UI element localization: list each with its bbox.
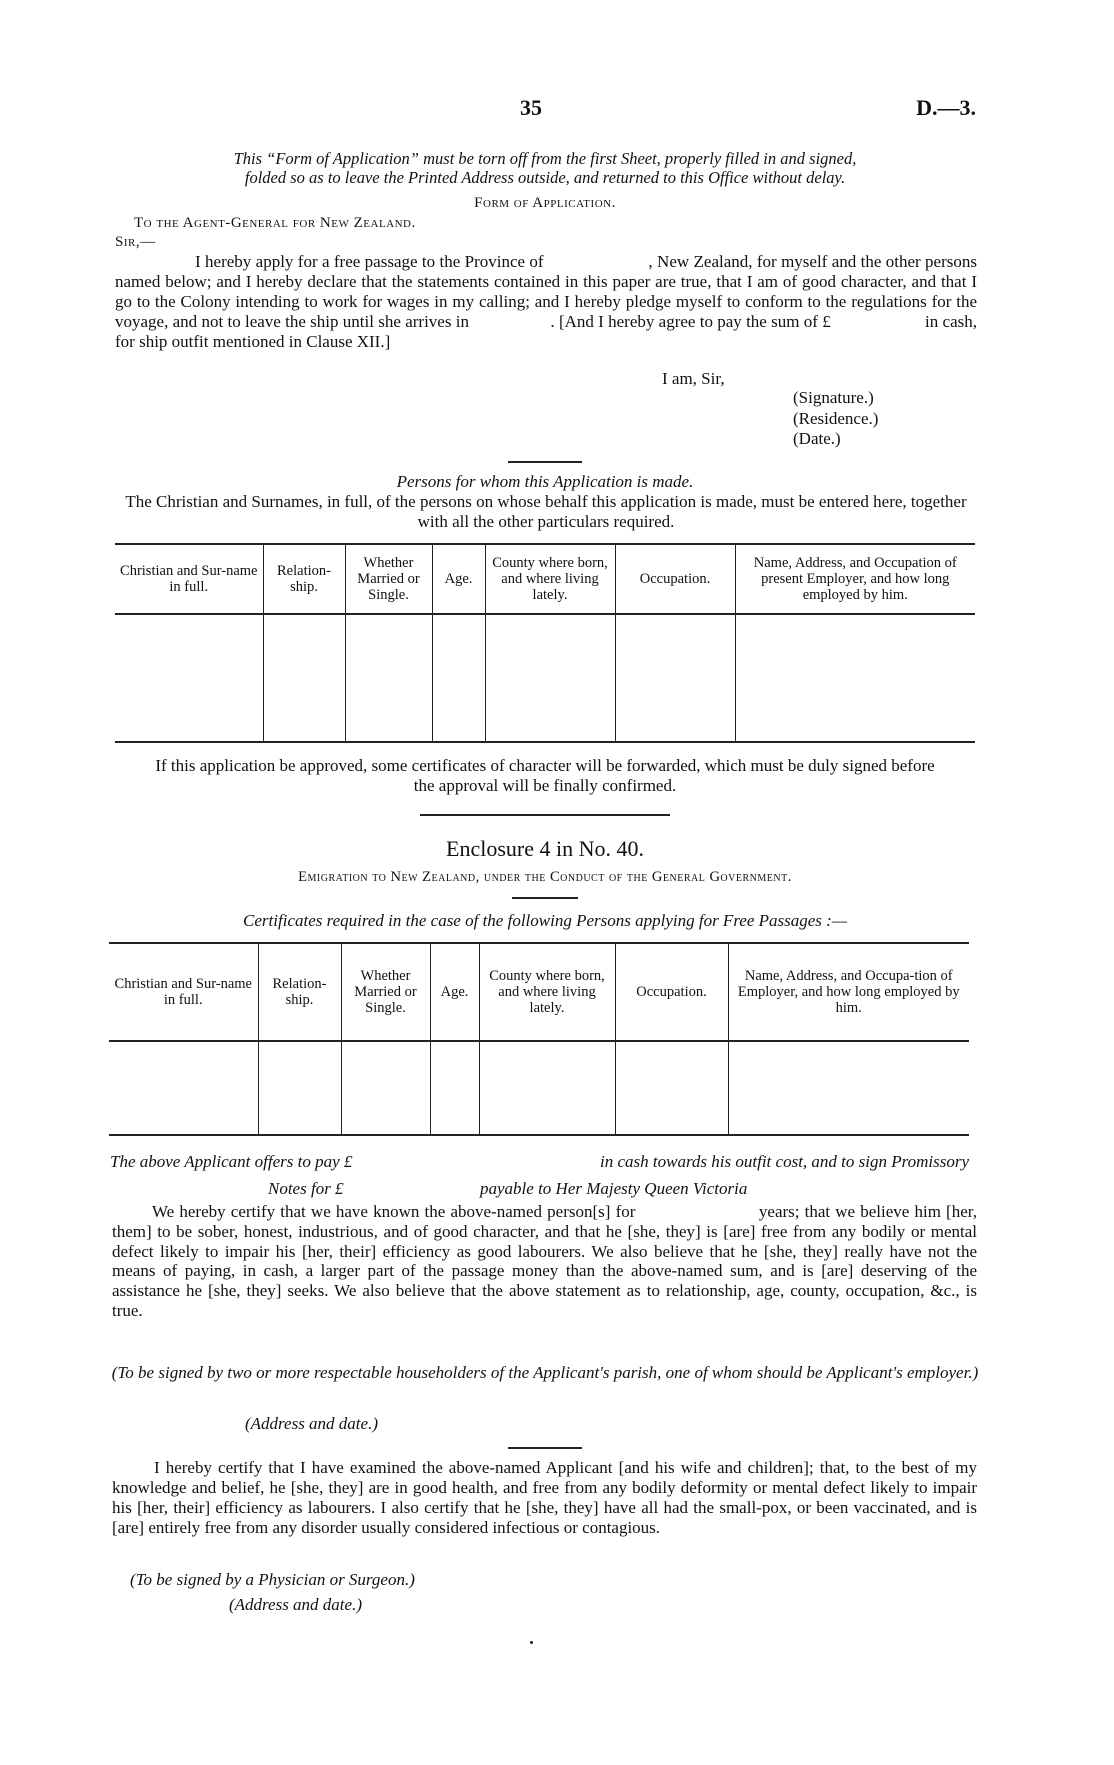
form-addressee: To the Agent-General for New Zealand.	[134, 215, 416, 231]
col-header-name: Christian and Sur-name in full.	[115, 544, 263, 614]
approval-note: If this application be approved, some certificates of character will be forwarded, which must be duly signed before the approval will be finally confirmed.	[155, 756, 935, 795]
signature-label: (Signature.)	[793, 388, 874, 407]
enclosure-title: Enclosure 4 in No. 40.	[446, 836, 644, 861]
cell-occupation[interactable]	[615, 1041, 728, 1135]
col-header-occupation: Occupation.	[615, 544, 735, 614]
printer-dot	[530, 1641, 533, 1644]
cell-name[interactable]	[109, 1041, 258, 1135]
col-header-relationship: Relation-ship.	[258, 943, 341, 1041]
physician-address-date: (Address and date.)	[229, 1595, 362, 1614]
cell-employer[interactable]	[728, 1041, 969, 1135]
cell-county[interactable]	[479, 1041, 615, 1135]
col-header-name: Christian and Sur-name in full.	[109, 943, 258, 1041]
cell-name[interactable]	[115, 614, 263, 742]
closing: I am, Sir,	[662, 369, 725, 388]
residence-label: (Residence.)	[793, 409, 879, 428]
notice-line-2: folded so as to leave the Printed Address outside, and returned to this Office without delay.	[244, 168, 846, 187]
householders-address-date: (Address and date.)	[245, 1414, 378, 1433]
persons-heading: Persons for whom this Application is made.	[396, 472, 694, 491]
householders-certificate: We hereby certify that we have known the above-named person[s] for years; that we believe him [her, them] to be sober, honest, industrious, and of good character, and that he [she, they] is [are] free from any bodily or mental defect likely to impair his [her, their] efficiency as good labourers. We also believe that he [she, they] really have not the means of paying, in cash, a larger part of the passage money than the above-named sum, and is [are] deserving of the assistance he [she, they] seeks. We also believe that the above statement as to relationship, age, county, occupation, &c., is true.	[112, 1202, 977, 1320]
col-header-county: County where born, and where living lately.	[485, 544, 615, 614]
physician-certificate: I hereby certify that I have examined the above-named Applicant [and his wife and children]; that, to the best of my knowledge and belief, he [she, they] are in good health, and free from any bodily deformity or mental defect likely to impair his [her, their] efficiency as labourers. I also certify that he [she, they] have all had the small-pox, or been vaccinated, and is [are] entirely free from any disorder usually considered infectious or contagious.	[112, 1458, 977, 1537]
offer-line-1b: in cash towards his outfit cost, and to sign Promissory	[600, 1152, 969, 1171]
enclosure-subtitle: Emigration to New Zealand, under the Conduct of the General Government.	[298, 869, 792, 885]
form-salutation: Sir,—	[115, 234, 156, 250]
divider	[512, 897, 578, 899]
col-header-married: Whether Married or Single.	[341, 943, 430, 1041]
cell-married[interactable]	[341, 1041, 430, 1135]
certificates-table	[109, 942, 969, 1136]
col-header-age: Age.	[430, 943, 479, 1041]
table-row	[109, 1041, 969, 1135]
col-header-employer: Name, Address, and Occupation of present Employer, and how long employed by him.	[735, 544, 975, 614]
cell-county[interactable]	[485, 614, 615, 742]
certificates-heading: Certificates required in the case of the following Persons applying for Free Passages :—	[243, 911, 847, 930]
cell-employer[interactable]	[735, 614, 975, 742]
notice-line-1: This “Form of Application” must be torn off from the first Sheet, properly filled in and signed,	[233, 149, 857, 168]
persons-instruction: The Christian and Surnames, in full, of the persons on whose behalf this application is made, must be entered here, together with all the other particulars required.	[125, 492, 967, 531]
page-number: 35	[520, 95, 542, 120]
col-header-county: County where born, and where living lately.	[479, 943, 615, 1041]
physician-note: (To be signed by a Physician or Surgeon.)	[130, 1570, 415, 1589]
col-header-married: Whether Married or Single.	[345, 544, 432, 614]
form-body: I hereby apply for a free passage to the Province of , New Zealand, for myself and the other persons named below; and I hereby declare that the statements contained in this paper are true, that I am of good character, and that I go to the Colony intending to work for wages in my calling; and I hereby pledge myself to conform to the regulations for the voyage, and not to leave the ship until she arrives in . [And I hereby agree to pay the sum of £ in cash, for ship outfit mentioned in Clause XII.]	[115, 252, 977, 351]
cell-occupation[interactable]	[615, 614, 735, 742]
offer-line-1a: The above Applicant offers to pay £	[110, 1152, 353, 1171]
form-title: Form of Application.	[474, 195, 616, 211]
cell-married[interactable]	[345, 614, 432, 742]
cell-age[interactable]	[432, 614, 485, 742]
offer-line-2a: Notes for £	[268, 1179, 344, 1198]
divider	[420, 814, 670, 816]
cell-relationship[interactable]	[263, 614, 345, 742]
divider	[508, 1447, 582, 1449]
householders-note: (To be signed by two or more respectable householders of the Applicant's parish, one of whom should be Applicant's employer.)	[111, 1363, 979, 1382]
col-header-employer: Name, Address, and Occupa-tion of Employer, and how long employed by him.	[728, 943, 969, 1041]
divider	[508, 461, 582, 463]
table-row	[115, 614, 975, 742]
document-reference: D.—3.	[916, 95, 976, 120]
date-label: (Date.)	[793, 429, 841, 448]
col-header-occupation: Occupation.	[615, 943, 728, 1041]
col-header-relationship: Relation-ship.	[263, 544, 345, 614]
persons-table	[115, 543, 975, 743]
cell-age[interactable]	[430, 1041, 479, 1135]
col-header-age: Age.	[432, 544, 485, 614]
offer-line-2b: payable to Her Majesty Queen Victoria	[480, 1179, 748, 1198]
cell-relationship[interactable]	[258, 1041, 341, 1135]
